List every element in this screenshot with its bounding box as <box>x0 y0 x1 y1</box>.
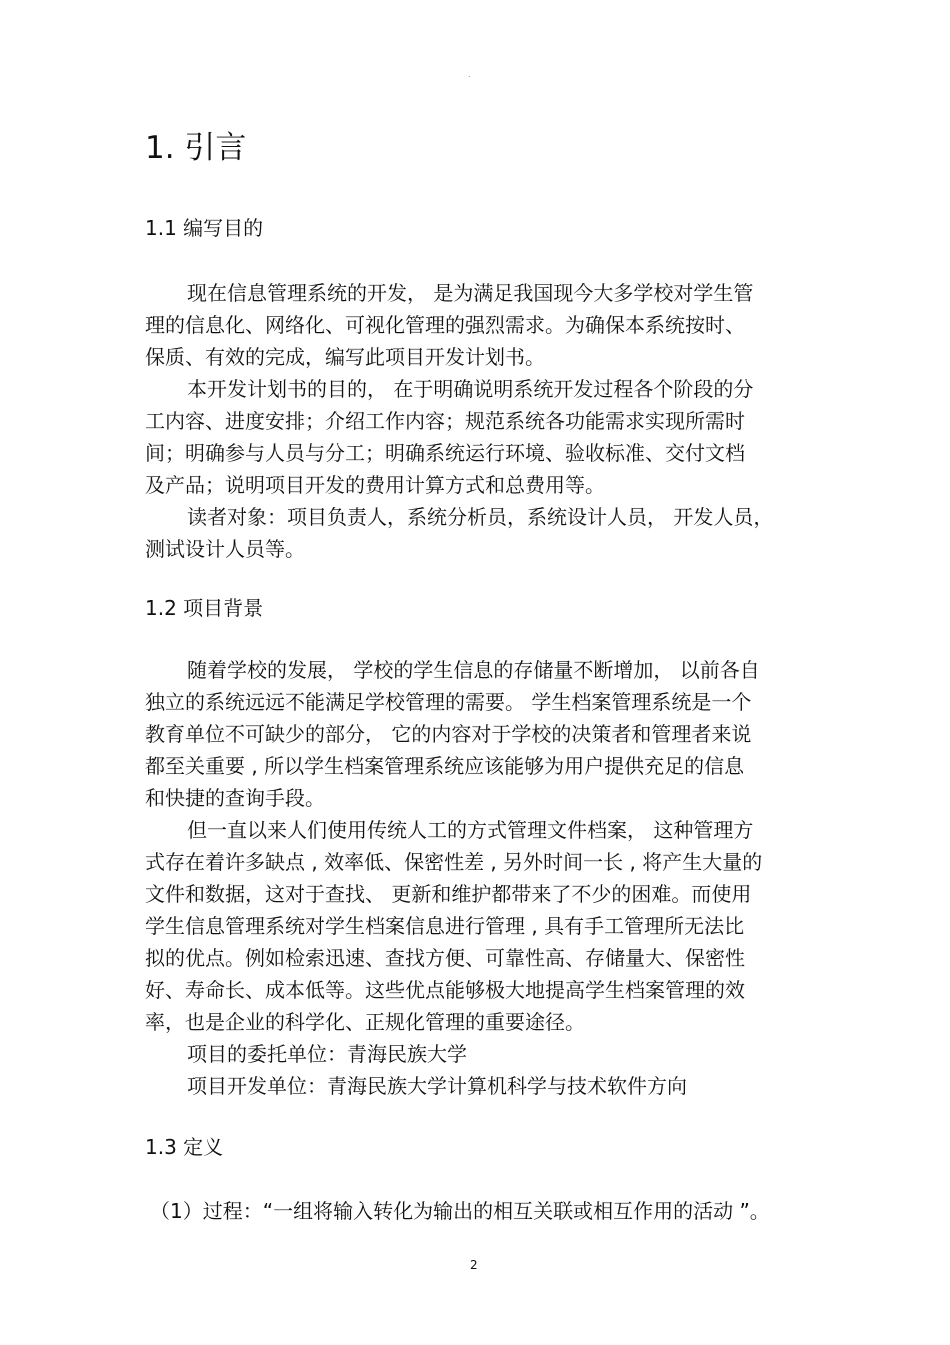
paragraph-line: 好、寿命长、成本低等。这些优点能够极大地提高学生档案管理的效 <box>145 978 745 1002</box>
paragraph-line: 和快捷的查询手段。 <box>145 786 325 810</box>
paragraph-line: 项目的委托单位：青海民族大学 <box>187 1042 467 1066</box>
section-title-definitions: 1.3 定义 <box>145 1135 224 1159</box>
paragraph-line: 工内容、进度安排；介绍工作内容；规范系统各功能需求实现所需时 <box>145 409 745 433</box>
paragraph-line: 文件和数据，这对于查找、 更新和维护都带来了不少的困难。而使用 <box>145 882 752 906</box>
paragraph-line: 现在信息管理系统的开发， 是为满足我国现今大多学校对学生管 <box>187 281 754 305</box>
page-number: 2 <box>470 1258 478 1272</box>
paragraph-line: 间；明确参与人员与分工；明确系统运行环境、验收标准、交付文档 <box>145 441 745 465</box>
definition-item: （1）过程：“一组将输入转化为输出的相互关联或相互作用的活动 ”。 <box>150 1199 770 1223</box>
paragraph-line: 教育单位不可缺少的部分， 它的内容对于学校的决策者和管理者来说 <box>145 722 752 746</box>
header-mark: . <box>468 70 471 79</box>
paragraph-line: 项目开发单位：青海民族大学计算机科学与技术软件方向 <box>187 1074 687 1098</box>
paragraph-line: 及产品；说明项目开发的费用计算方式和总费用等。 <box>145 473 605 497</box>
paragraph-line: 学生信息管理系统对学生档案信息进行管理 , 具有手工管理所无法比 <box>145 914 745 938</box>
paragraph-line: 测试设计人员等。 <box>145 537 305 561</box>
paragraph-line: 独立的系统远远不能满足学校管理的需要。 学生档案管理系统是一个 <box>145 690 752 714</box>
paragraph-line: 拟的优点。例如检索迅速、查找方便、可靠性高、存储量大、保密性 <box>145 946 745 970</box>
paragraph-line: 读者对象：项目负责人，系统分析员，系统设计人员， 开发人员， <box>187 505 774 529</box>
paragraph-line: 保质、有效的完成，编写此项目开发计划书。 <box>145 345 545 369</box>
section-title-purpose: 1.1 编写目的 <box>145 216 264 240</box>
paragraph-line: 率，也是企业的科学化、正规化管理的重要途径。 <box>145 1010 585 1034</box>
paragraph-line: 但一直以来人们使用传统人工的方式管理文件档案， 这种管理方 <box>187 818 754 842</box>
chapter-title: 1. 引言 <box>145 130 247 166</box>
section-title-background: 1.2 项目背景 <box>145 596 264 620</box>
paragraph-line: 都至关重要 , 所以学生档案管理系统应该能够为用户提供充足的信息 <box>145 754 745 778</box>
paragraph-line: 随着学校的发展， 学校的学生信息的存储量不断增加， 以前各自 <box>187 658 760 682</box>
paragraph-line: 式存在着许多缺点 , 效率低、保密性差 , 另外时间一长 , 将产生大量的 <box>145 850 763 874</box>
paragraph-line: 理的信息化、网络化、可视化管理的强烈需求。为确保本系统按时、 <box>145 313 745 337</box>
paragraph-line: 本开发计划书的目的， 在于明确说明系统开发过程各个阶段的分 <box>187 377 754 401</box>
